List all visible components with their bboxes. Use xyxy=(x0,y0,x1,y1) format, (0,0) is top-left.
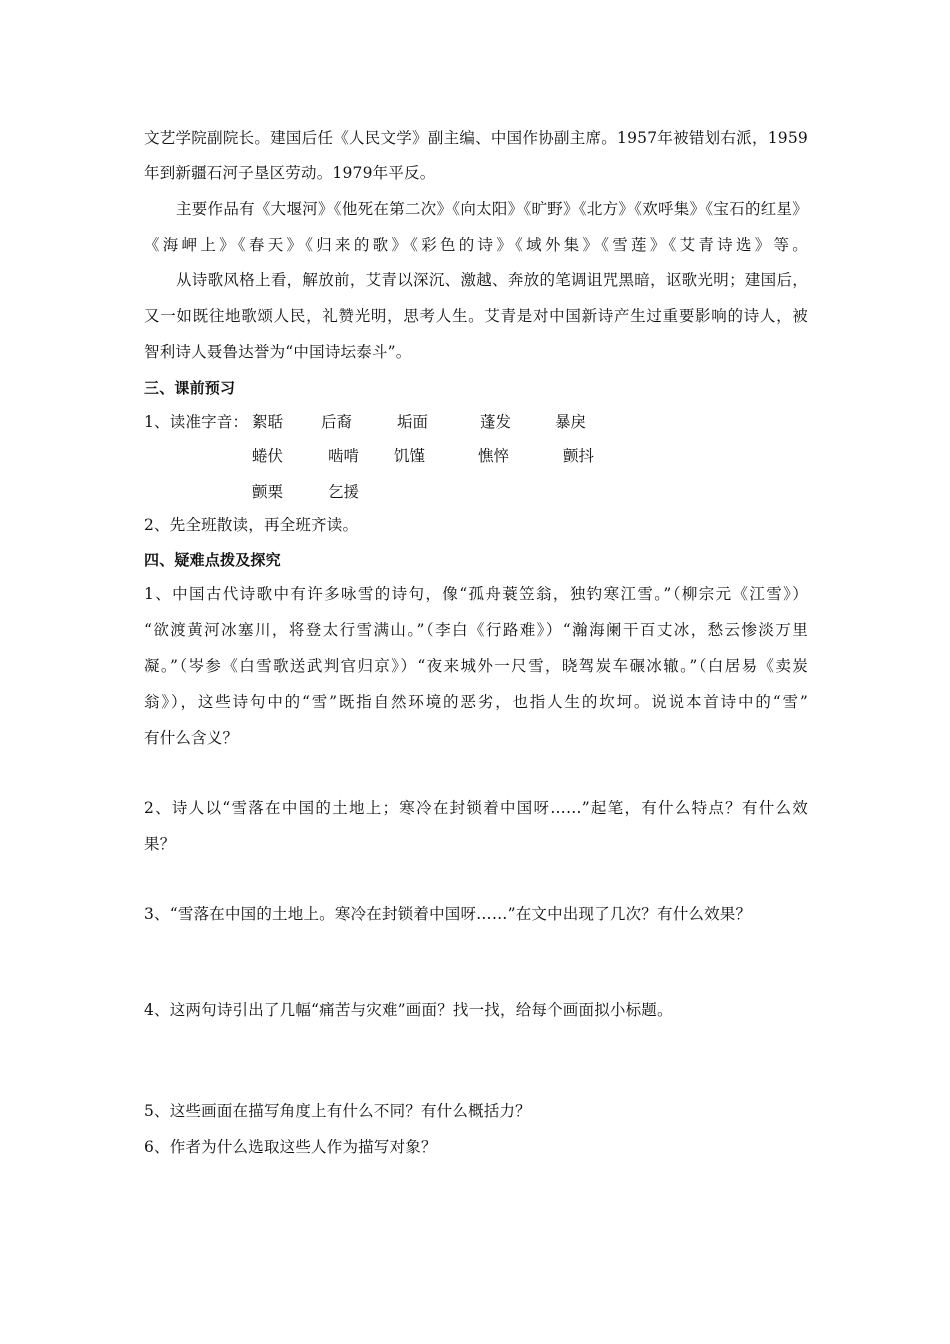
preview-heading: 三、课前预习 xyxy=(144,379,236,397)
works-line-2: 《海岬上》《春天》《归来的歌》《彩色的诗》《域外集》《雪莲》《艾青诗选》等。 xyxy=(144,236,808,254)
pronunciation-word: 憔悴 xyxy=(478,447,510,465)
question-4: 4、这两句诗引出了几幅“痛苦与灾难”画面？找一找，给每个画面拟小标题。 xyxy=(144,1001,673,1019)
style-line-3: 智利诗人聂鲁达誉为“中国诗坛泰斗”。 xyxy=(144,343,412,361)
style-line-1: 从诗歌风格上看，解放前，艾青以深沉、激越、奔放的笔调诅咒黑暗，讴歌光明；建国后， xyxy=(176,271,808,289)
explore-heading: 四、疑难点拨及探究 xyxy=(144,551,281,569)
pronunciation-word: 后裔 xyxy=(321,413,353,431)
pronunciation-word: 蓬发 xyxy=(480,413,512,431)
question-1-line-3: 凝。”（岑参《白雪歌送武判官归京》）“夜来城外一尺雪，晓驾炭车碾冰辙。”（白居易《卖炭 xyxy=(144,657,808,675)
question-5: 5、这些画面在描写角度上有什么不同？有什么概括力？ xyxy=(144,1102,531,1120)
pronunciation-word: 暴戾 xyxy=(555,413,587,431)
question-1-line-1: 1、中国古代诗歌中有许多咏雪的诗句，像“孤舟蓑笠翁，独钓寒江雪。”（柳宗元《江雪》） xyxy=(144,585,808,603)
question-2-line-1: 2、诗人以“雪落在中国的土地上；寒冷在封锁着中国呀……”起笔，有什么特点？有什么效 xyxy=(144,799,808,817)
bio-line-2: 年到新疆石河子垦区劳动。1979年平反。 xyxy=(144,164,436,182)
pronunciation-word: 颤栗 xyxy=(252,483,284,501)
pronunciation-word: 蜷伏 xyxy=(252,447,284,465)
pronunciation-word: 垢面 xyxy=(397,413,429,431)
bio-line-1: 文艺学院副院长。建国后任《人民文学》副主编、中国作协副主席。1957年被错划右派，1959 xyxy=(144,129,808,147)
question-1-line-2: “欲渡黄河冰塞川，将登太行雪满山。”（李白《行路难》）“瀚海阑干百丈冰，愁云惨淡万里 xyxy=(144,621,808,639)
pronunciation-word: 饥馑 xyxy=(394,447,426,465)
question-6: 6、作者为什么选取这些人作为描写对象？ xyxy=(144,1138,437,1156)
pronunciation-word: 啮啃 xyxy=(328,447,360,465)
pronunciation-word: 乞援 xyxy=(328,483,360,501)
question-3: 3、“雪落在中国的土地上。寒冷在封锁着中国呀……”在文中出现了几次？有什么效果？ xyxy=(144,905,752,923)
preview-item-1-label: 1、读准字音： xyxy=(144,413,249,431)
pronunciation-word: 颤抖 xyxy=(563,447,595,465)
question-2-line-2: 果？ xyxy=(144,835,176,853)
question-1-line-4: 翁》），这些诗句中的“雪”既指自然环境的恶劣，也指人生的坎坷。说说本首诗中的“雪” xyxy=(144,693,808,711)
preview-item-2: 2、先全班散读，再全班齐读。 xyxy=(144,516,359,534)
question-1-line-5: 有什么含义？ xyxy=(144,729,239,747)
style-line-2: 又一如既往地歌颂人民，礼赞光明，思考人生。艾青是对中国新诗产生过重要影响的诗人，被 xyxy=(144,307,808,325)
works-line-1: 主要作品有《大堰河》《他死在第二次》《向太阳》《旷野》《北方》《欢呼集》《宝石的红星》 xyxy=(176,200,808,218)
pronunciation-word: 絮聒 xyxy=(252,413,284,431)
